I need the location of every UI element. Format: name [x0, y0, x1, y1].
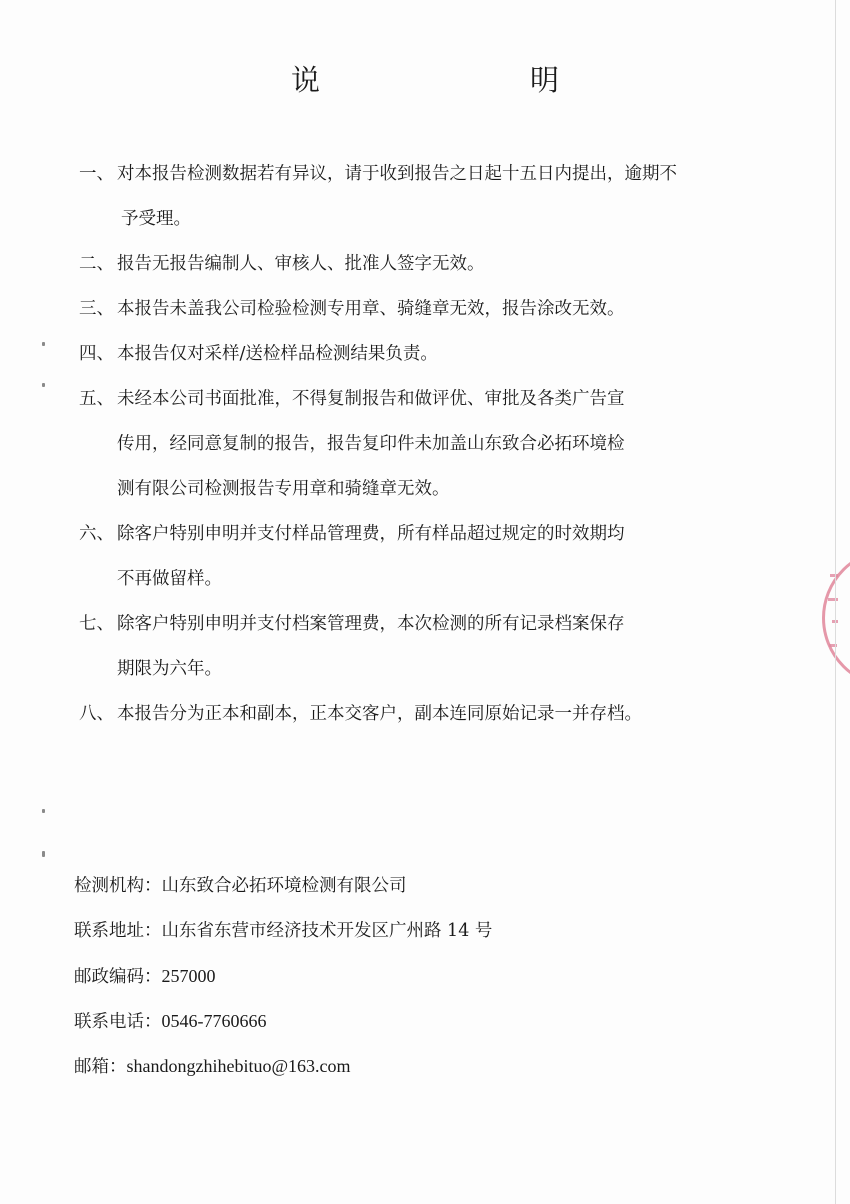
term-item-4 — [79, 332, 779, 377]
zip-label: 邮政编码： — [74, 967, 162, 987]
title-char-right: 明 — [530, 63, 560, 97]
term-item-5 — [79, 377, 779, 512]
term-number: 四、 — [79, 344, 114, 364]
term-line: 传用，经同意复制的报告，报告复印件未加盖山东致合必拓环境检 — [117, 434, 625, 454]
term-text — [117, 377, 779, 512]
seal-ring — [822, 548, 850, 688]
contact-row-org — [74, 864, 724, 909]
term-line: 本报告分为正本和副本，正本交客户，副本连同原始记录一并存档。 — [117, 704, 642, 724]
org-label: 检测机构： — [74, 876, 162, 896]
term-text — [117, 692, 779, 737]
org-value: 山东致合必拓环境检测有限公司 — [161, 876, 407, 896]
term-line: 除客户特别申明并支付样品管理费，所有样品超过规定的时效期均 — [117, 524, 625, 544]
term-text — [117, 332, 779, 377]
term-line: 期限为六年。 — [117, 659, 222, 679]
term-number: 一、 — [79, 164, 114, 184]
term-line: 对本报告检测数据若有异议，请于收到报告之日起十五日内提出，逾期不 — [117, 164, 677, 184]
term-line: 报告无报告编制人、审核人、批准人签字无效。 — [117, 254, 485, 274]
contact-row-email — [74, 1044, 724, 1089]
term-line: 未经本公司书面批准，不得复制报告和做评优、审批及各类广告宣 — [117, 389, 625, 409]
seal-mark — [828, 598, 838, 601]
term-item-6 — [79, 512, 779, 602]
email-label: 邮箱： — [74, 1057, 127, 1077]
address-label: 联系地址： — [74, 921, 162, 941]
seal-mark — [830, 574, 838, 577]
contact-row-address — [74, 909, 724, 954]
term-number: 二、 — [79, 254, 114, 274]
term-number: 五、 — [79, 389, 114, 409]
phone-label: 联系电话： — [74, 1012, 162, 1032]
email-value: shandongzhihebituo@163.com — [126, 1056, 351, 1076]
term-item-3 — [79, 287, 779, 332]
term-number: 七、 — [79, 614, 114, 634]
term-line: 除客户特别申明并支付档案管理费，本次检测的所有记录档案保存 — [117, 614, 625, 634]
contact-info — [74, 864, 724, 1089]
scan-speck — [42, 342, 45, 346]
address-value: 山东省东营市经济技术开发区广州路 14 号 — [161, 921, 493, 941]
scan-edge-line — [835, 0, 836, 1204]
term-text — [117, 287, 779, 332]
contact-row-zip — [74, 954, 724, 999]
partial-seal-stamp — [816, 548, 850, 688]
term-line: 测有限公司检测报告专用章和骑缝章无效。 — [117, 479, 450, 499]
title-char-left: 说 — [290, 63, 320, 97]
phone-value: 0546-7760666 — [161, 1011, 267, 1031]
term-text — [117, 512, 779, 602]
term-item-8 — [79, 692, 779, 737]
term-item-7 — [79, 602, 779, 692]
term-text — [117, 152, 779, 242]
term-number: 八、 — [79, 704, 114, 724]
term-item-1 — [79, 152, 779, 242]
scan-speck — [42, 383, 45, 387]
term-number: 六、 — [79, 524, 114, 544]
term-number: 三、 — [79, 299, 114, 319]
scan-speck — [42, 851, 45, 857]
term-line: 不再做留样。 — [117, 569, 222, 589]
page-title — [0, 58, 850, 99]
term-item-2 — [79, 242, 779, 287]
term-line: 予受理。 — [121, 209, 191, 229]
term-text — [117, 602, 779, 692]
term-text — [117, 242, 779, 287]
term-line: 本报告未盖我公司检验检测专用章、骑缝章无效，报告涂改无效。 — [117, 299, 625, 319]
contact-row-phone — [74, 999, 724, 1044]
scan-speck — [42, 809, 45, 813]
terms-list — [79, 152, 779, 737]
zip-value: 257000 — [161, 966, 216, 986]
term-line: 本报告仅对采样/送检样品检测结果负责。 — [117, 344, 438, 364]
